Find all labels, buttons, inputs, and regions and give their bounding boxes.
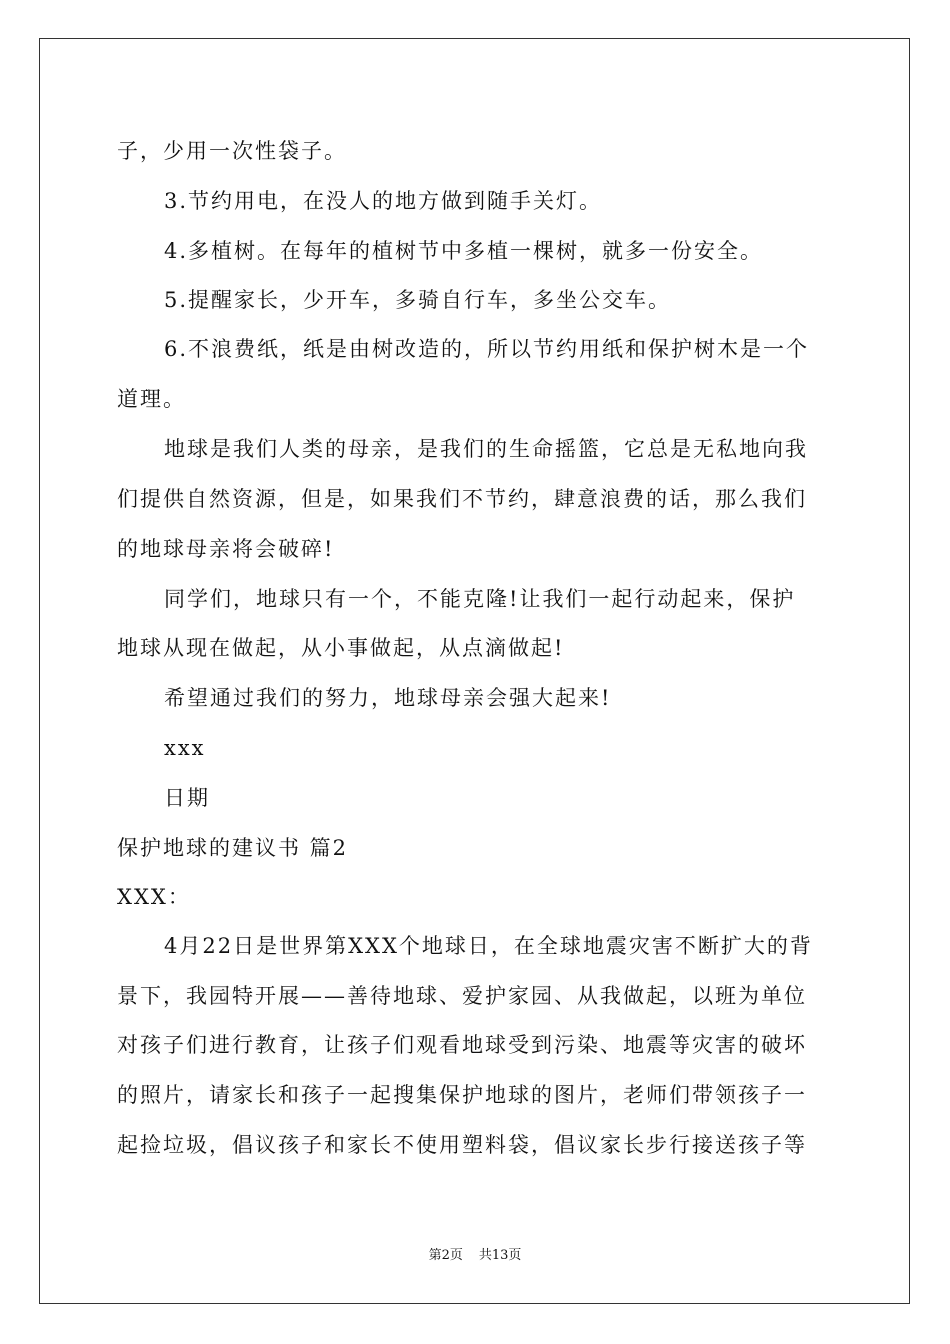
- salutation: XXX：: [117, 885, 191, 909]
- page-number-current: 第2页: [428, 1248, 463, 1263]
- text-line: 6.不浪费纸，纸是由树改造的，所以节约用纸和保护树木是一个: [164, 337, 810, 361]
- text-line: 对孩子们进行教育，让孩子们观看地球受到污染、地震等灾害的破坏: [117, 1033, 807, 1057]
- section-heading: 保护地球的建议书 篇2: [117, 836, 349, 860]
- text-line: 同学们，地球只有一个，不能克隆!让我们一起行动起来，保护: [164, 587, 796, 611]
- text-line: 地球是我们人类的母亲，是我们的生命摇篮，它总是无私地向我: [164, 437, 808, 461]
- page-number-total: 共13页: [478, 1248, 522, 1263]
- text-line: 的照片，请家长和孩子一起搜集保护地球的图片，老师们带领孩子一: [117, 1083, 807, 1107]
- page-frame: [39, 38, 910, 1304]
- text-line: 们提供自然资源，但是，如果我们不节约，肆意浪费的话，那么我们: [117, 487, 807, 511]
- text-line: xxx: [164, 736, 206, 760]
- text-line: 3.节约用电，在没人的地方做到随手关灯。: [164, 189, 603, 213]
- text-line: 起捡垃圾，倡议孩子和家长不使用塑料袋，倡议家长步行接送孩子等: [117, 1133, 807, 1157]
- text-line: 4.多植树。在每年的植树节中多植一棵树，就多一份安全。: [164, 239, 764, 263]
- text-line: 道理。: [117, 387, 186, 411]
- page-footer: [0, 1247, 950, 1265]
- text-line: 地球从现在做起，从小事做起，从点滴做起!: [117, 636, 565, 660]
- text-line: 的地球母亲将会破碎!: [117, 537, 335, 561]
- text-line: 子，少用一次性袋子。: [117, 139, 347, 163]
- text-line: 5.提醒家长，少开车，多骑自行车，多坐公交车。: [164, 288, 672, 312]
- text-line: 希望通过我们的努力，地球母亲会强大起来!: [164, 686, 612, 710]
- text-line: 景下，我园特开展——善待地球、爱护家园、从我做起，以班为单位: [117, 984, 807, 1008]
- text-line: 日期: [164, 786, 210, 810]
- text-line: 4月22日是世界第XXX个地球日，在全球地震灾害不断扩大的背: [164, 934, 813, 958]
